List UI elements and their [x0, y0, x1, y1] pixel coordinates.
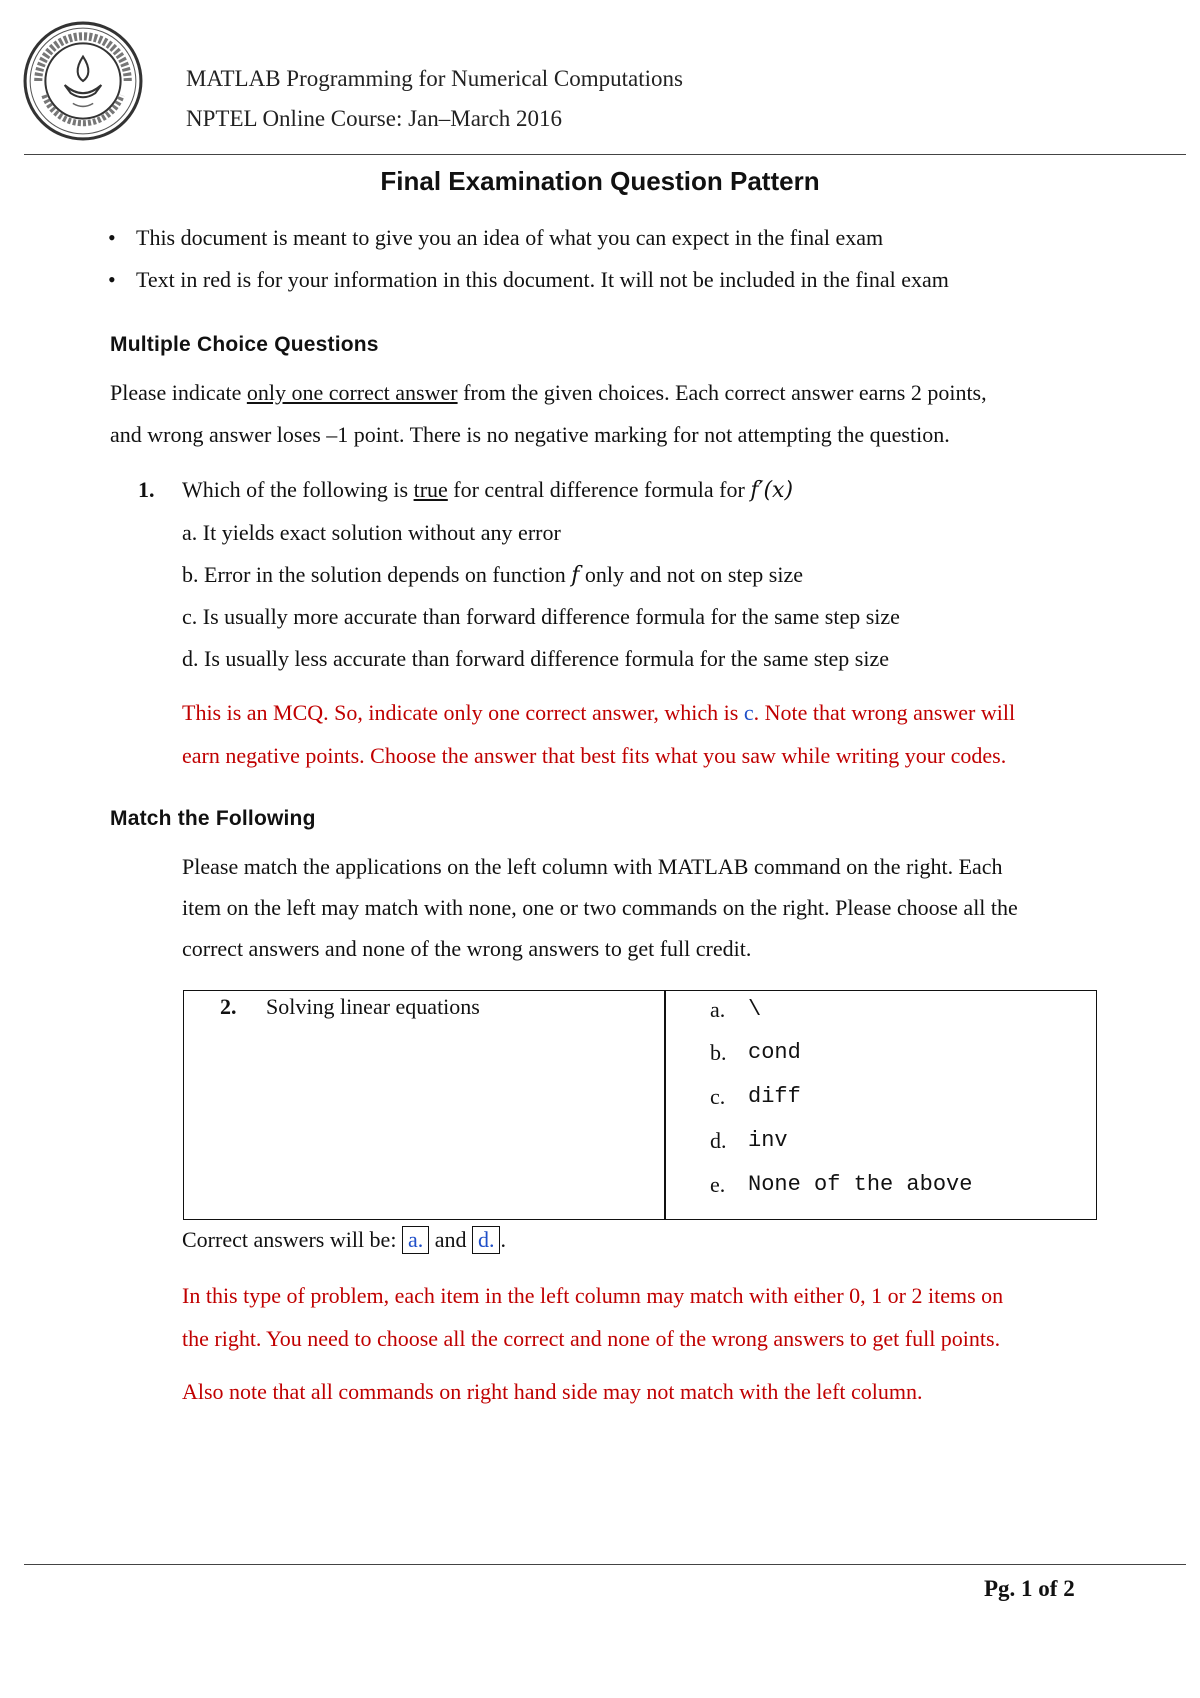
command-label: c.: [710, 1084, 726, 1109]
mcq-option-d: d. Is usually less accurate than forward difference formula for the same step size: [182, 646, 889, 671]
match-instructions: correct answers and none of the wrong answers to get full credit.: [182, 936, 752, 961]
mcq-option-c: c. Is usually more accurate than forward difference formula for the same step size: [182, 604, 900, 629]
command-label: b.: [710, 1040, 727, 1065]
command-a: \: [748, 997, 762, 1022]
intro-bullet: • This document is meant to give you an idea of what you can expect in the final exam: [108, 225, 884, 250]
answer-box: a.: [402, 1226, 429, 1254]
command-e: None of the above: [748, 1172, 973, 1197]
mcq-option-a: a. It yields exact solution without any error: [182, 520, 561, 545]
match-instructions: Please match the applications on the left column with MATLAB command on the right. Each: [182, 854, 1003, 879]
mcq-note-line2: earn negative points. Choose the answer that best fits what you saw while writing your codes.: [182, 743, 1007, 768]
iit-madras-seal-icon: [22, 20, 144, 142]
match-item-number: 2.: [220, 994, 237, 1019]
match-table-divider: [664, 990, 666, 1220]
mcq-instructions-line2: and wrong answer loses –1 point. There is no negative marking for not attempting the question.: [110, 422, 950, 447]
match-heading: Match the Following: [110, 807, 316, 830]
question-number: 1.: [138, 477, 155, 502]
intro-bullet: • Text in red is for your information in this document. It will not be included in the final exam: [108, 267, 949, 292]
command-label: a.: [710, 997, 726, 1022]
command-b: cond: [748, 1040, 801, 1065]
footer-divider: [24, 1564, 1186, 1565]
command-label: e.: [710, 1172, 726, 1197]
match-note: In this type of problem, each item in the left column may match with either 0, 1 or 2 items on: [182, 1283, 1004, 1308]
bullet-icon: •: [108, 225, 116, 250]
page-title: Final Examination Question Pattern: [380, 166, 820, 196]
page-number: Pg. 1 of 2: [984, 1576, 1075, 1601]
correct-answers-line: Correct answers will be: a. and d. .: [182, 1227, 506, 1252]
match-instructions: item on the left may match with none, one or two commands on the right. Please choose all the: [182, 895, 1018, 920]
question-text: Which of the following is true for central difference formula for f′(x): [182, 477, 794, 503]
match-note-last: Also note that all commands on right hand side may not match with the left column.: [182, 1379, 923, 1404]
bullet-icon: •: [108, 267, 116, 292]
mcq-heading: Multiple Choice Questions: [110, 333, 379, 356]
mcq-instructions: Please indicate only one correct answer from the given choices. Each correct answer earns 2 points,: [110, 380, 987, 405]
header-divider: [24, 154, 1186, 155]
command-d: inv: [748, 1128, 788, 1153]
command-c: diff: [748, 1084, 801, 1109]
mcq-option-b: b. Error in the solution depends on function f only and not on step size: [182, 562, 804, 588]
match-item-text: Solving linear equations: [266, 994, 480, 1019]
course-subtitle: NPTEL Online Course: Jan–March 2016: [186, 106, 563, 131]
mcq-note: This is an MCQ. So, indicate only one correct answer, which is c. Note that wrong answer will: [182, 700, 1016, 725]
answer-box: d.: [472, 1226, 501, 1254]
course-title: MATLAB Programming for Numerical Computations: [186, 66, 683, 91]
command-label: d.: [710, 1128, 727, 1153]
match-note: the right. You need to choose all the correct and none of the wrong answers to get full points.: [182, 1326, 1001, 1351]
